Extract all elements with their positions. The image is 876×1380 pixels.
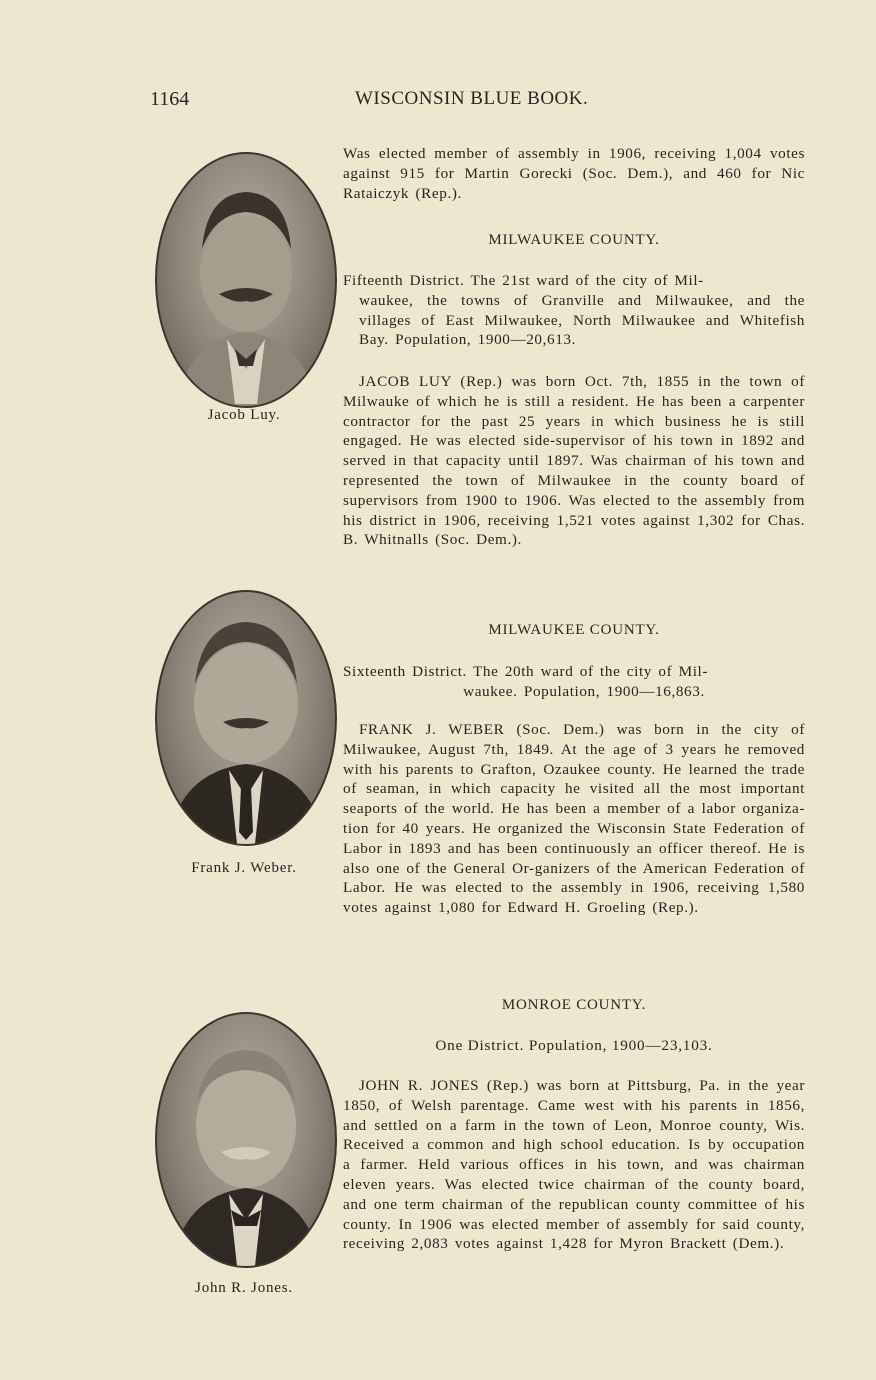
portrait-caption: John R. Jones.: [195, 1280, 293, 1296]
county-heading: MILWAUKEE COUNTY.: [488, 232, 660, 248]
district-description: One District. Population, 1900—23,103.: [435, 1037, 713, 1054]
district-description: [343, 662, 805, 702]
continuation-paragraph: Was elected member of assembly in 1906, receiving 1,004 votes against 915 for Martin Gorecki (Soc. Dem.), and 460 for Nic Rataiczyk (Rep.).: [343, 145, 805, 202]
biography-paragraph: JACOB LUY (Rep.) was born Oct. 7th, 1855 in the town of Milwauke of which he is still a resident. He has been a carpenter contractor for the past 25 years in which business he is still engaged. He was elected side-supervisor of his town in 1892 and served in that capacity until 1897. Was chairman of his town and represented the town of Milwaukee in the county board of supervisors from 1900 to 1906. Was elected to the assembly from his district in 1906, receiving 1,521 votes against 1,302 for Chas. B. Whitnalls (Soc. Dem.).: [343, 373, 805, 549]
county-heading: MONROE COUNTY.: [501, 997, 647, 1013]
district-continuation: waukee, the towns of Granville and Milwaukee, and the villages of East Milwaukee, North Milwaukee and Whitefish Bay. Population, 1900—20,613.: [359, 291, 805, 349]
county-heading: MILWAUKEE COUNTY.: [488, 622, 660, 638]
portrait-john-r-jones: [155, 1012, 337, 1268]
biography-paragraph: FRANK J. WEBER (Soc. Dem.) was born in the city of Milwaukee, August 7th, 1849. At the age of 3 years he removed with his parents to Grafton, Ozaukee county. He learned the trade of seaman, in which capacity he visited all the most important seaports of the world. He has been a member of a labor organiza-tion for 40 years. He organized the Wisconsin State Federation of Labor in 1893 and has been continuously an officer thereof. He is also one of the General Or-ganizers of the American Federation of Labor. He was elected to the assembly in 1906, receiving 1,580 votes against 1,080 for Edward H. Groeling (Rep.).: [343, 721, 805, 917]
district-description: [343, 271, 805, 350]
book-title: WISCONSIN BLUE BOOK.: [355, 88, 589, 109]
biography-paragraph: JOHN R. JONES (Rep.) was born at Pittsburg, Pa. in the year 1850, of Welsh parentage. Came west with his parents in 1856, and settled on a farm in the town of Leon, Monroe county, Wis. Received a common and high school education. Is by occupation a farmer. Held various offices in his town, and was chairman eleven years. Was elected twice chairman of the county board, and one term chairman of the republican county committee of his county. In 1906 was elected member of assembly for said county, receiving 2,083 votes against 1,428 for Myron Brackett (Dem.).: [343, 1077, 805, 1253]
portrait-frank-j-weber: [155, 590, 337, 846]
portrait-caption: Frank J. Weber.: [191, 860, 297, 876]
page-number: 1164: [150, 88, 190, 110]
district-continuation: waukee. Population, 1900—16,863.: [463, 682, 705, 700]
portrait-jacob-luy: [155, 152, 337, 408]
district-first-line: Fifteenth District. The 21st ward of the city of Mil-: [343, 272, 704, 289]
portrait-caption: Jacob Luy.: [207, 407, 281, 423]
district-first-line: Sixteenth District. The 20th ward of the city of Mil-: [343, 663, 709, 680]
